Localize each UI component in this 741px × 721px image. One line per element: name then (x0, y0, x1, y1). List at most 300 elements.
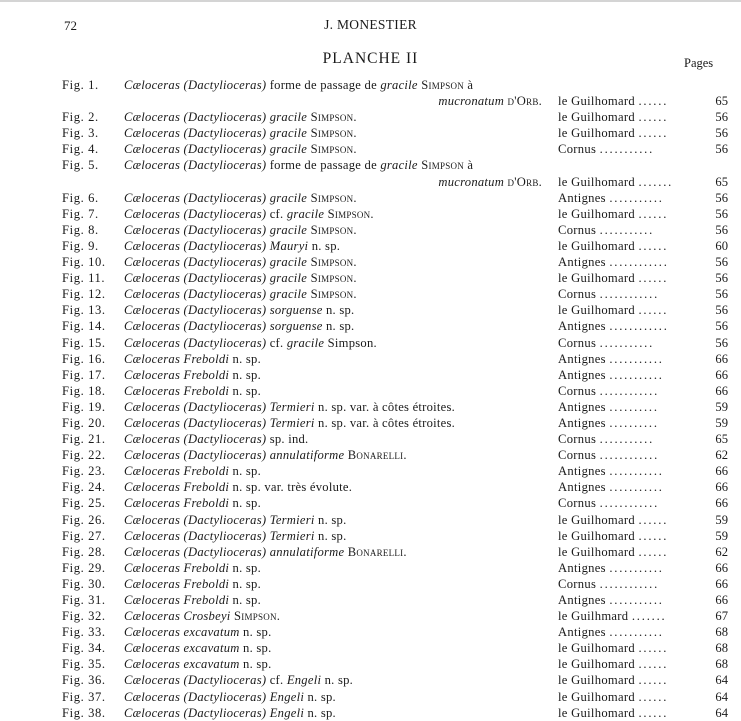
genus: Cæloceras (124, 448, 181, 463)
figure-entry (62, 528, 732, 544)
page-reference: 56 (715, 287, 728, 302)
figure-number: Fig. 3. (62, 126, 99, 141)
locality (558, 672, 694, 688)
figure-number: Fig. 10. (62, 255, 106, 270)
leader-dots: ............ (599, 496, 660, 511)
page-reference: 68 (715, 657, 728, 672)
description-rest: n. sp. (232, 367, 261, 382)
figure-number: Fig. 11. (62, 271, 106, 286)
description-rest: Simpson. (310, 110, 357, 125)
page-reference: 66 (715, 576, 728, 591)
figure-number: Fig. 32. (62, 609, 106, 624)
locality-name: Antignes (558, 593, 606, 607)
figure-number: Fig. 6. (62, 190, 99, 205)
description-rest: n. sp. (307, 689, 336, 704)
page-reference: 56 (715, 319, 728, 334)
species: Freboldi (183, 464, 230, 479)
qualifier: cf. (269, 673, 284, 688)
figure-entry (62, 318, 732, 334)
leader-dots: ........... (599, 432, 655, 447)
genus: Cæloceras (124, 689, 181, 704)
figure-description (124, 463, 542, 479)
species: Freboldi (183, 593, 230, 607)
leader-dots: ...... (638, 271, 669, 286)
subgenus: (Dactylioceras) (183, 399, 267, 414)
figure-number: Fig. 4. (62, 142, 99, 157)
leader-dots: ........... (599, 222, 655, 237)
figure-description (124, 544, 542, 560)
species: gracile (269, 142, 308, 157)
locality-name: Cornus (558, 335, 597, 350)
subgenus: (Dactylioceras) (183, 287, 267, 302)
page-reference: 56 (715, 335, 728, 350)
species: mucronatum (438, 94, 505, 109)
subgenus: (Dactylioceras) (183, 512, 267, 527)
figure-entry (62, 672, 732, 688)
figure-description (124, 689, 542, 705)
species: annulatiforme (269, 544, 345, 559)
leader-dots: ...... (638, 512, 669, 527)
locality (558, 174, 694, 190)
leader-dots: ............ (609, 255, 669, 270)
species: annulatiforme (269, 448, 345, 463)
page-reference: 64 (715, 673, 728, 688)
page-reference: 66 (715, 480, 728, 495)
page-reference: 66 (715, 351, 728, 366)
page-reference: 62 (715, 448, 728, 463)
locality-name: Cornus (558, 287, 597, 302)
locality-name: le Guilhomard (558, 641, 635, 656)
figure-entry (62, 383, 732, 399)
species: Engeli (269, 689, 305, 704)
page-reference: 64 (715, 689, 728, 704)
description-rest: n. sp. (318, 528, 347, 543)
page-reference: 59 (715, 512, 728, 527)
leader-dots: .......... (609, 415, 659, 430)
page-reference: 56 (715, 206, 728, 221)
species: gracile (286, 335, 325, 350)
genus: Cæloceras (124, 496, 181, 511)
leader-dots: ...... (638, 705, 669, 720)
genus: Cæloceras (124, 480, 181, 495)
description-rest: n. sp. (311, 238, 341, 253)
description-rest: n. sp. var. à côtes étroites. (318, 399, 456, 414)
description-rest: Bonarelli. (347, 544, 407, 559)
description-rest: Bonarelli. (347, 448, 407, 463)
leader-dots: ........... (609, 367, 664, 382)
leader-dots: ...... (638, 206, 669, 221)
locality-name: le Guilhomard (558, 512, 635, 527)
page-reference: 59 (715, 528, 728, 543)
figure-description (124, 367, 542, 383)
locality-name: Antignes (558, 367, 606, 382)
page-reference: 59 (715, 415, 728, 430)
figure-number: Fig. 16. (62, 351, 106, 366)
subgenus: (Dactylioceras) (183, 544, 267, 559)
locality-name: le Guilhomard (558, 94, 635, 109)
page-reference: 56 (715, 255, 728, 270)
description-rest: Simpson. (327, 206, 374, 221)
locality (558, 254, 694, 270)
locality (558, 270, 694, 286)
figure-entry (62, 254, 732, 270)
description-continuation (124, 174, 542, 190)
leader-dots: ........... (609, 625, 664, 640)
locality-name: le Guilhomard (558, 271, 635, 286)
page-reference: 56 (715, 142, 728, 157)
locality-name: Cornus (558, 448, 597, 463)
figure-entry (62, 415, 732, 431)
leader-dots: ...... (638, 303, 669, 318)
figure-number: Fig. 17. (62, 367, 106, 382)
species: Freboldi (183, 351, 230, 366)
genus: Cæloceras (124, 705, 181, 720)
figure-description (124, 254, 542, 270)
locality (558, 495, 694, 511)
figure-description (124, 302, 542, 318)
leader-dots: ...... (638, 528, 669, 543)
species: gracile (269, 126, 308, 141)
figure-entry (62, 689, 732, 705)
qualifier: cf. (269, 335, 284, 350)
figure-description (124, 270, 542, 286)
locality-name: Cornus (558, 432, 597, 447)
figure-number: Fig. 25. (62, 496, 106, 511)
page-reference: 66 (715, 383, 728, 398)
subgenus: (Dactylioceras) (183, 303, 267, 318)
species: Freboldi (183, 480, 230, 495)
genus: Cæloceras (124, 528, 181, 543)
genus: Cæloceras (124, 657, 181, 672)
page-reference: 56 (715, 190, 728, 205)
description-rest: Simpson. (233, 609, 281, 624)
genus: Cæloceras (124, 319, 181, 334)
figure-number: Fig. 20. (62, 415, 106, 430)
locality-name: Cornus (558, 576, 597, 591)
figure-description (124, 705, 542, 721)
figure-number: Fig. 13. (62, 303, 106, 318)
genus: Cæloceras (124, 110, 181, 125)
locality (558, 608, 694, 624)
subgenus: (Dactylioceras) (183, 689, 267, 704)
figure-entry (62, 125, 732, 141)
figure-entry (62, 190, 732, 206)
locality (558, 528, 694, 544)
species: gracile (380, 158, 418, 173)
figure-description (124, 383, 542, 399)
genus: Cæloceras (124, 512, 181, 527)
species: mucronatum (438, 174, 505, 189)
page-reference: 56 (715, 271, 728, 286)
figure-entry (62, 431, 732, 447)
description-text: à (467, 158, 474, 173)
locality (558, 415, 694, 431)
figure-entry (62, 335, 732, 351)
subgenus: (Dactylioceras) (183, 255, 267, 270)
description-continuation (124, 93, 542, 109)
genus: Cæloceras (124, 158, 181, 173)
description-rest: Simpson. (310, 287, 357, 302)
locality (558, 705, 694, 721)
subgenus: (Dactylioceras) (183, 158, 267, 173)
figure-number: Fig. 19. (62, 399, 106, 414)
species: Termieri (269, 399, 315, 414)
description-rest: Simpson. (310, 271, 357, 286)
description-rest: n. sp. var. très évolute. (232, 480, 353, 495)
locality (558, 238, 694, 254)
locality (558, 544, 694, 560)
page-reference: 65 (715, 174, 728, 189)
leader-dots: ........... (609, 560, 664, 575)
locality (558, 335, 694, 351)
figure-entry (62, 141, 732, 157)
page-number: 72 (64, 18, 77, 33)
genus: Cæloceras (124, 625, 181, 640)
genus: Cæloceras (124, 367, 181, 382)
leader-dots: ........... (609, 190, 664, 205)
genus: Cæloceras (124, 383, 181, 398)
leader-dots: ........... (609, 464, 664, 479)
locality-name: Cornus (558, 222, 597, 237)
author: d'Orb. (507, 94, 542, 109)
species: Termieri (269, 415, 315, 430)
pages-column-label: Pages (684, 56, 714, 70)
page-reference: 56 (715, 126, 728, 141)
figure-description (124, 447, 542, 463)
locality-name: le Guilhomard (558, 303, 635, 318)
leader-dots: ........... (609, 593, 664, 607)
leader-dots: ............ (599, 287, 660, 302)
locality-name: Cornus (558, 496, 597, 511)
locality-name: Antignes (558, 399, 606, 414)
genus: Cæloceras (124, 190, 181, 205)
author: Simpson (421, 78, 464, 92)
figure-entry (62, 512, 732, 528)
locality (558, 190, 694, 206)
locality-name: Antignes (558, 190, 606, 205)
figure-description (124, 656, 542, 672)
locality (558, 109, 694, 125)
page-reference: 56 (715, 222, 728, 237)
figure-number: Fig. 18. (62, 383, 106, 398)
genus: Cæloceras (124, 206, 181, 221)
page-reference: 68 (715, 641, 728, 656)
genus: Cæloceras (124, 641, 181, 656)
subgenus: (Dactylioceras) (183, 705, 267, 720)
locality (558, 447, 694, 463)
description-rest: Simpson. (310, 142, 357, 157)
figure-number: Fig. 36. (62, 673, 106, 688)
figure-description (124, 640, 542, 656)
figure-number: Fig. 38. (62, 705, 106, 720)
leader-dots: ...... (638, 657, 669, 672)
locality (558, 93, 694, 109)
page-reference: 66 (715, 593, 728, 607)
page-reference: 56 (715, 303, 728, 318)
description-rest: n. sp. var. à côtes étroites. (318, 415, 456, 430)
subgenus: (Dactylioceras) (183, 432, 267, 447)
locality (558, 640, 694, 656)
species: Crosbeyi (183, 609, 231, 624)
figure-number: Fig. 34. (62, 641, 106, 656)
locality-name: Antignes (558, 415, 606, 430)
figure-entry (62, 624, 732, 640)
species: excavatum (183, 657, 240, 672)
subgenus: (Dactylioceras) (183, 673, 267, 688)
description-rest: n. sp. (243, 625, 272, 640)
figure-number: Fig. 26. (62, 512, 106, 527)
locality-name: Antignes (558, 319, 606, 334)
author: Simpson (421, 158, 464, 173)
species: Freboldi (183, 383, 230, 398)
genus: Cæloceras (124, 399, 181, 414)
figure-number: Fig. 14. (62, 319, 106, 334)
leader-dots: ...... (638, 641, 669, 656)
page-reference: 66 (715, 367, 728, 382)
figure-number: Fig. 8. (62, 222, 99, 237)
figure-number: Fig. 23. (62, 464, 106, 479)
figure-entry (62, 351, 732, 367)
description-rest: Simpson. (310, 126, 357, 141)
page-reference: 59 (715, 399, 728, 414)
figure-number: Fig. 2. (62, 110, 99, 125)
locality (558, 141, 694, 157)
species: Termieri (269, 528, 315, 543)
leader-dots: ........... (609, 480, 664, 495)
figure-description (124, 479, 542, 495)
leader-dots: ............ (609, 319, 669, 334)
figure-entry (62, 463, 732, 479)
figure-description (124, 399, 542, 415)
locality-name: le Guilhomard (558, 110, 635, 125)
locality-name: le Guilhomard (558, 126, 635, 141)
leader-dots: ........... (599, 142, 655, 157)
species: gracile (269, 190, 308, 205)
description-rest: Simpson. (310, 190, 357, 205)
locality (558, 624, 694, 640)
locality-name: le Guilhomard (558, 528, 635, 543)
leader-dots: ...... (638, 238, 669, 253)
genus: Cæloceras (124, 544, 181, 559)
figure-number: Fig. 30. (62, 576, 106, 591)
genus: Cæloceras (124, 609, 181, 624)
figure-number: Fig. 9. (62, 238, 99, 253)
figure-description (124, 528, 542, 544)
figure-description (124, 206, 542, 222)
locality-name: Antignes (558, 255, 606, 270)
description-rest: n. sp. (232, 464, 261, 479)
description-rest: n. sp. (243, 657, 272, 672)
locality-name: Antignes (558, 625, 606, 640)
leader-dots: .......... (609, 399, 659, 414)
figure-description (124, 77, 542, 109)
locality (558, 463, 694, 479)
figure-entry (62, 447, 732, 463)
leader-dots: ...... (638, 94, 669, 109)
page-reference: 65 (715, 94, 728, 109)
species: gracile (286, 206, 325, 221)
figure-number: Fig. 1. (62, 78, 99, 92)
leader-dots: ........... (599, 335, 655, 350)
figure-entry (62, 608, 732, 624)
figure-description (124, 608, 542, 624)
subgenus: (Dactylioceras) (183, 190, 267, 205)
locality (558, 318, 694, 334)
page-reference: 56 (715, 110, 728, 125)
genus: Cæloceras (124, 673, 181, 688)
description-rest: n. sp. (318, 512, 347, 527)
figure-entry (62, 222, 732, 238)
subgenus: (Dactylioceras) (183, 528, 267, 543)
page-reference: 66 (715, 464, 728, 479)
description-rest: n. sp. (232, 560, 261, 575)
figure-entry (62, 592, 732, 608)
leader-dots: ...... (638, 673, 669, 688)
locality-name: le Guilhomard (558, 544, 635, 559)
figure-description (124, 286, 542, 302)
page-reference: 62 (715, 544, 728, 559)
subgenus: (Dactylioceras) (183, 78, 267, 92)
figure-description (124, 335, 542, 351)
genus: Cæloceras (124, 351, 181, 366)
figure-number: Fig. 7. (62, 206, 99, 221)
figure-entry (62, 479, 732, 495)
locality-name: le Guilhomard (558, 206, 635, 221)
figure-entry (62, 302, 732, 318)
locality-name: le Guilhomard (558, 657, 635, 672)
description-rest: n. sp. (325, 319, 355, 334)
locality-name: Antignes (558, 480, 606, 495)
locality (558, 383, 694, 399)
species: Engeli (286, 673, 322, 688)
figure-number: Fig. 28. (62, 544, 106, 559)
genus: Cæloceras (124, 142, 181, 157)
locality (558, 286, 694, 302)
figure-number: Fig. 27. (62, 528, 106, 543)
figure-entry (62, 238, 732, 254)
species: gracile (269, 287, 308, 302)
figure-description (124, 190, 542, 206)
figure-entry (62, 576, 732, 592)
subgenus: (Dactylioceras) (183, 415, 267, 430)
subgenus: (Dactylioceras) (183, 126, 267, 141)
leader-dots: ...... (638, 110, 669, 125)
genus: Cæloceras (124, 271, 181, 286)
page-reference: 68 (715, 625, 728, 640)
species: Freboldi (183, 367, 230, 382)
leader-dots: ...... (638, 689, 669, 704)
description-rest: n. sp. (232, 351, 261, 366)
figure-entry (62, 560, 732, 576)
subgenus: (Dactylioceras) (183, 319, 267, 334)
running-head: J. MONESTIER (324, 17, 417, 32)
figure-entry (62, 157, 732, 189)
genus: Cæloceras (124, 593, 181, 607)
genus: Cæloceras (124, 432, 181, 447)
page-reference: 66 (715, 496, 728, 511)
figure-entry (62, 286, 732, 302)
locality (558, 479, 694, 495)
subgenus: (Dactylioceras) (183, 206, 267, 221)
subgenus: (Dactylioceras) (183, 335, 267, 350)
figure-number: Fig. 5. (62, 158, 99, 173)
figure-description (124, 431, 542, 447)
figure-description (124, 141, 542, 157)
locality-name: Cornus (558, 383, 597, 398)
genus: Cæloceras (124, 78, 181, 92)
page-reference: 67 (715, 609, 728, 624)
figure-entry (62, 705, 732, 721)
